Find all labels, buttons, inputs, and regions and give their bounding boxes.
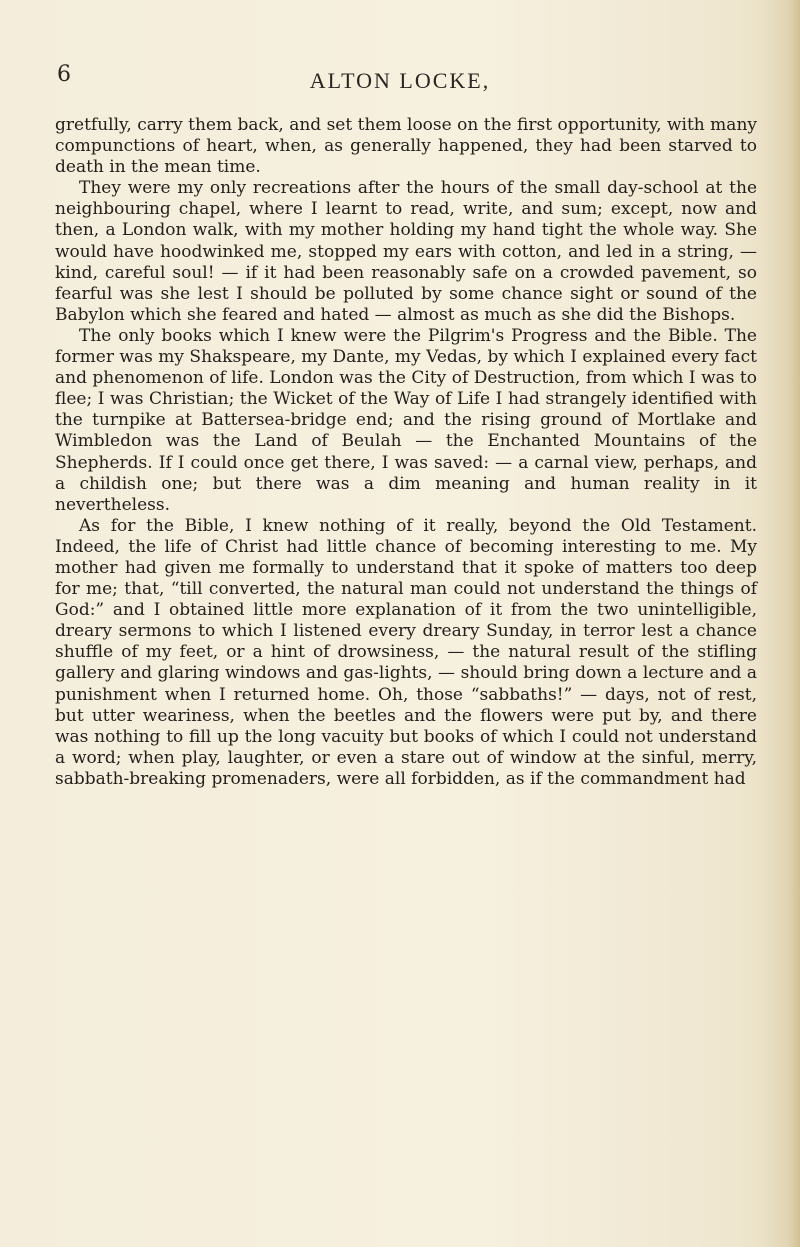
running-title: ALTON LOCKE, xyxy=(309,68,491,93)
page-edge-shadow xyxy=(760,0,800,1247)
page-number: 6 xyxy=(57,62,71,87)
paragraph: They were my only recreations after the hours of the small day-school at the neighbouring chapel, where I learnt to read, write, and sum; except, now and then, a London walk, with my mother holding my hand tight the whole way. She would have hoodwinked me, stopped my ears with cotton, and led in a string, — kind, careful soul! — if it had been reasonably safe on a crowded pavement, so fearful was she lest I should be polluted by some chance sight or sound of the Babylon which she feared and hated — almost as much as she did the Bishops. xyxy=(55,178,757,325)
paragraph: As for the Bible, I knew nothing of it really, beyond the Old Testament. Indeed, the life of Christ had little chance of becoming interesting to me. My mother had given me formally to understand that it spoke of matters too deep for me; that, “till converted, the natural man could not understand the things of God:” and I obtained little more explanation of it from the two unintelligible, dreary sermons to which I listened every dreary Sunday, in terror lest a chance shuffle of my feet, or a hint of drowsiness, — the natural result of the stifling gallery and glaring windows and gas-lights, — should bring down a lecture and a punishment when I returned home. Oh, those “sabbaths!” — days, not of rest, but utter weariness, when the beetles and the flowers were put by, and there was nothing to fill up the long vacuity but books of which I could not understand a word; when play, laughter, or even a stare out of window at the sinful, merry, sabbath-breaking promenaders, were all forbidden, as if the commandment had xyxy=(55,515,757,789)
paragraph: gretfully, carry them back, and set them loose on the first opportunity, with many compunctions of heart, when, as generally happened, they had been starved to death in the mean time. xyxy=(55,115,757,178)
body-text xyxy=(55,115,757,790)
paragraph: The only books which I knew were the Pilgrim's Progress and the Bible. The former was my Shakspeare, my Dante, my Vedas, by which I explained every fact and phenomenon of life. London was the City of Destruction, from which I was to flee; I was Christian; the Wicket of the Way of Life I had strangely identified with the turnpike at Battersea-bridge end; and the rising ground of Mortlake and Wimbledon was the Land of Beulah — the Enchanted Mountains of the Shepherds. If I could once get there, I was saved: — a carnal view, perhaps, and a childish one; but there was a dim meaning and human reality in it nevertheless. xyxy=(55,325,757,515)
